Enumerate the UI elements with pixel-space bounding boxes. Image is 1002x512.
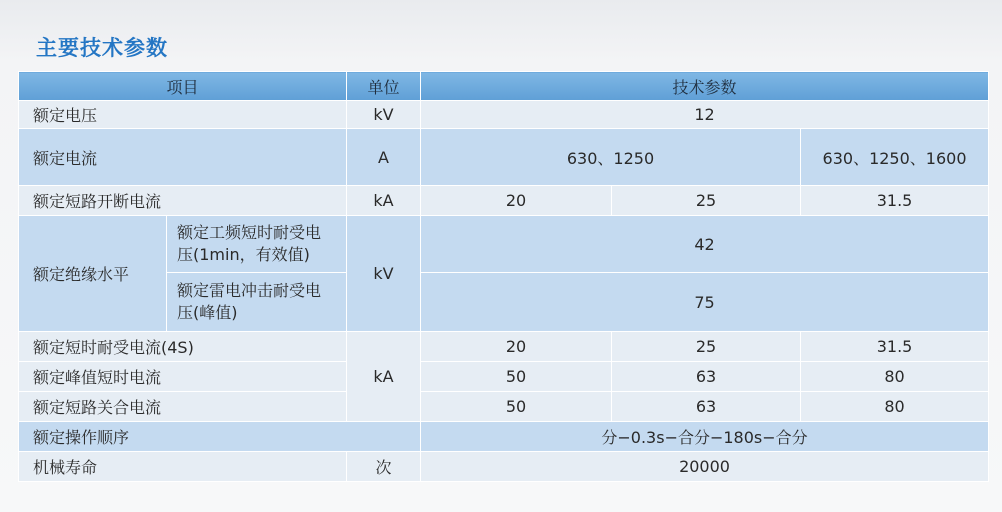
row-value: 630、1250 xyxy=(421,129,801,186)
table-row xyxy=(19,101,989,129)
table-row xyxy=(19,332,989,362)
row-sublabel: 额定工频短时耐受电压(1min，有效值) xyxy=(167,216,347,273)
spec-table xyxy=(18,71,989,482)
table-header-row xyxy=(19,72,989,101)
row-label: 额定电流 xyxy=(19,129,347,186)
row-unit: kA xyxy=(347,332,421,422)
row-value: 12 xyxy=(421,101,989,129)
row-value: 20 xyxy=(421,186,612,216)
row-value: 分−0.3s−合分−180s−合分 xyxy=(421,422,989,452)
page-title: 主要技术参数 xyxy=(36,36,168,60)
row-value: 63 xyxy=(612,392,801,422)
row-label: 机械寿命 xyxy=(19,452,347,482)
row-label: 额定短时耐受电流(4S) xyxy=(19,332,347,362)
row-label: 额定短路开断电流 xyxy=(19,186,347,216)
row-value: 63 xyxy=(612,362,801,392)
row-unit: kV xyxy=(347,216,421,332)
row-value: 20 xyxy=(421,332,612,362)
row-value: 630、1250、1600 xyxy=(801,129,989,186)
row-value: 42 xyxy=(421,216,989,273)
row-value: 80 xyxy=(801,362,989,392)
row-value: 75 xyxy=(421,273,989,332)
table-row xyxy=(19,216,989,273)
row-label: 额定电压 xyxy=(19,101,347,129)
row-unit: 次 xyxy=(347,452,421,482)
table-row xyxy=(19,452,989,482)
row-label: 额定绝缘水平 xyxy=(19,216,167,332)
row-unit: kA xyxy=(347,186,421,216)
table-row xyxy=(19,392,989,422)
row-value: 31.5 xyxy=(801,186,989,216)
row-unit: kV xyxy=(347,101,421,129)
row-value: 25 xyxy=(612,332,801,362)
header-params: 技术参数 xyxy=(421,72,989,101)
row-value: 80 xyxy=(801,392,989,422)
row-label: 额定操作顺序 xyxy=(19,422,421,452)
row-value: 50 xyxy=(421,392,612,422)
row-label: 额定峰值短时电流 xyxy=(19,362,347,392)
header-item: 项目 xyxy=(19,72,347,101)
row-value: 31.5 xyxy=(801,332,989,362)
table-row xyxy=(19,186,989,216)
row-value: 20000 xyxy=(421,452,989,482)
table-row xyxy=(19,129,989,186)
row-label: 额定短路关合电流 xyxy=(19,392,347,422)
table-row xyxy=(19,362,989,392)
row-unit: A xyxy=(347,129,421,186)
row-value: 25 xyxy=(612,186,801,216)
row-sublabel: 额定雷电冲击耐受电压(峰值) xyxy=(167,273,347,332)
header-unit: 单位 xyxy=(347,72,421,101)
table-row xyxy=(19,422,989,452)
row-value: 50 xyxy=(421,362,612,392)
